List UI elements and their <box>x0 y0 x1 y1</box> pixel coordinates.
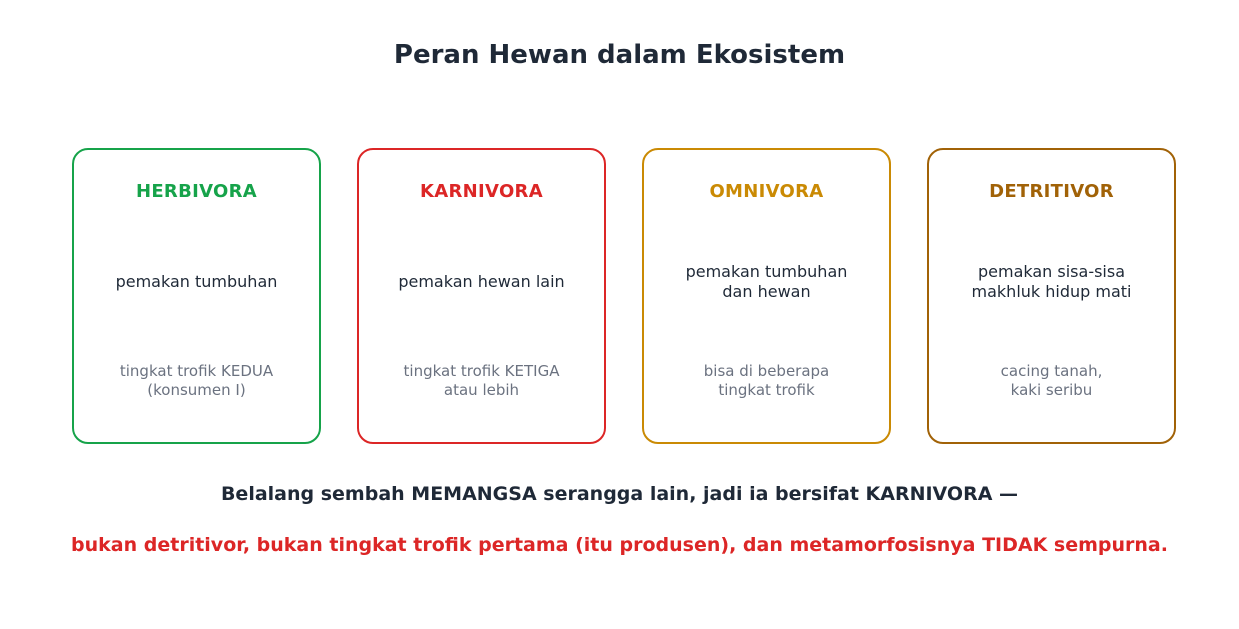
card-title: HERBIVORA <box>135 181 258 202</box>
page-title: Peran Hewan dalam Ekosistem <box>393 40 846 70</box>
card-note: bisa di beberapa tingkat trofik <box>703 362 830 399</box>
card-description: pemakan tumbuhan <box>115 272 278 291</box>
card-note: tingkat trofik KEDUA (konsumen I) <box>119 362 274 399</box>
card-note: cacing tanah, kaki seribu <box>1000 362 1103 399</box>
card-note: tingkat trofik KETIGA atau lebih <box>403 362 560 399</box>
card-description: pemakan hewan lain <box>398 272 565 291</box>
conclusion-line-1: Belalang sembah MEMANGSA serangga lain, jadi ia bersifat KARNIVORA — <box>220 483 1019 505</box>
conclusion-line-2: bukan detritivor, bukan tingkat trofik pertama (itu produsen), dan metamorfosisnya TIDAK sempurna. <box>71 534 1168 556</box>
card-omnivora <box>642 148 891 444</box>
card-title: OMNIVORA <box>709 181 824 202</box>
card-detritivor <box>927 148 1176 444</box>
card-title: KARNIVORA <box>420 181 543 202</box>
card-herbivora <box>72 148 321 444</box>
card-karnivora <box>357 148 606 444</box>
card-title: DETRITIVOR <box>989 181 1114 202</box>
card-description: pemakan tumbuhan dan hewan <box>685 262 848 301</box>
card-description: pemakan sisa-sisa makhluk hidup mati <box>971 262 1132 301</box>
